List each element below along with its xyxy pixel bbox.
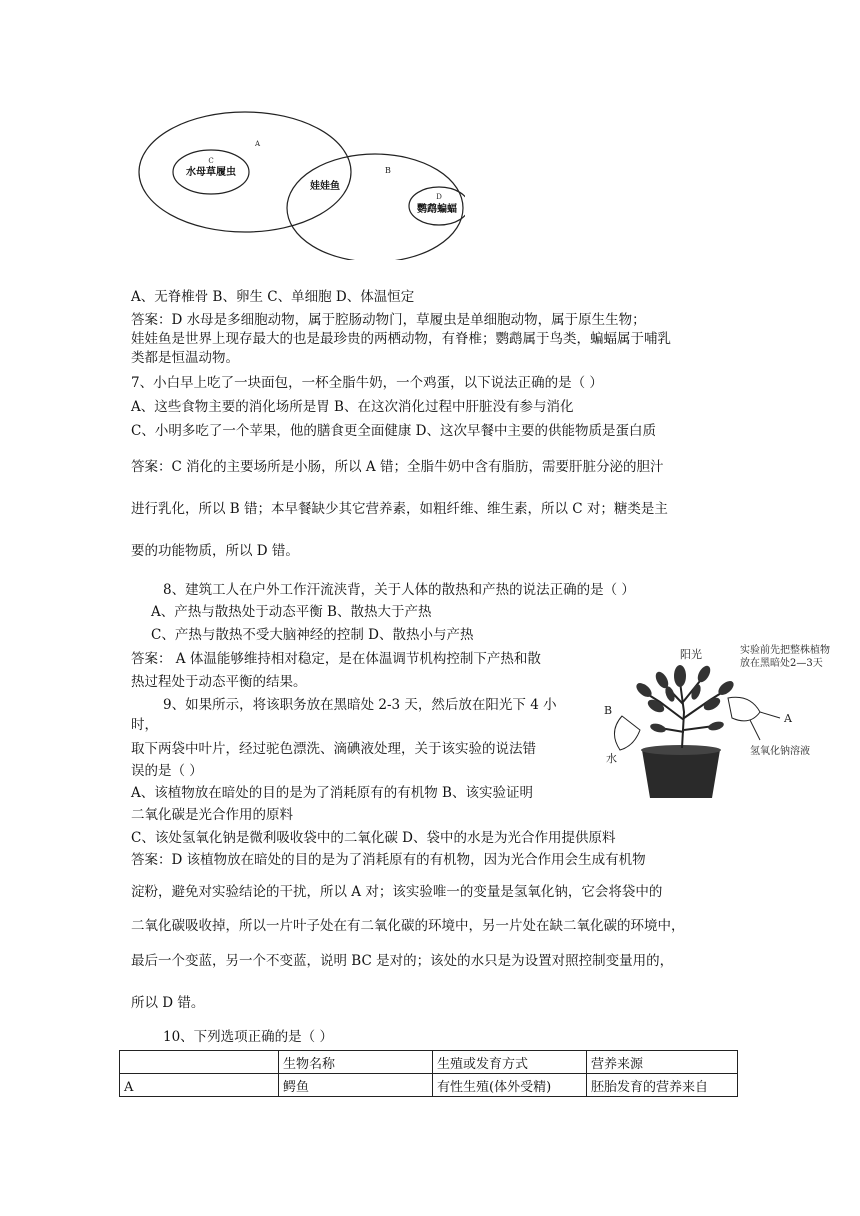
bag-a	[728, 697, 760, 721]
plant-stems	[644, 676, 726, 748]
q8-answer-line-1: 答案： A 体温能够维持相对稳定，是在体温调节机构控制下产热和散	[131, 651, 541, 667]
venn-diagram	[135, 100, 465, 260]
table-cell: A	[120, 1074, 279, 1097]
q9-options-ab-line-2: 二氧化碳是光合作用的原料	[131, 807, 293, 823]
pot-rim	[641, 745, 721, 755]
bag-b	[614, 716, 640, 750]
q8-stem: 8、建筑工人在户外工作汗流浃背，关于人体的散热和产热的说法正确的是（ ）	[163, 582, 635, 598]
q8-options-ab: A、产热与散热处于动态平衡 B、散热大于产热	[151, 604, 432, 620]
figure-naoh-label: 氢氧化钠溶液	[750, 746, 810, 757]
q9-answer-line-4: 最后一个变蓝，另一个不变蓝，说明 BC 是对的；该处的水只是为设置对照控制变量用的，	[131, 953, 674, 969]
q10-options-table	[119, 1050, 738, 1097]
q7-stem: 7、小白早上吃了一块面包，一杯全脂牛奶，一个鸡蛋，以下说法正确的是（ ）	[131, 375, 603, 391]
q7-answer-line-2: 进行乳化，所以 B 错；本早餐缺少其它营养素，如粗纤维、维生素，所以 C 对；糖类是主	[131, 501, 668, 517]
table-header-row	[120, 1051, 738, 1074]
q9-answer-line-3: 二氧化碳吸收掉，所以一片叶子处在有二氧化碳的环境中，另一片处在缺二氧化碳的环境中，	[131, 918, 685, 934]
q9-options-ab-line-1: A、该植物放在暗处的目的是为了消耗原有的有机物 B、该实验证明	[131, 785, 533, 801]
q6-answer-line-3: 类都是恒温动物。	[131, 350, 239, 366]
q7-options-ab: A、这些食物主要的消化场所是胃 B、在这次消化过程中肝脏没有参与消化	[131, 399, 574, 415]
q9-stem-line-4: 误的是（ ）	[131, 763, 203, 779]
table-cell: 鳄鱼	[279, 1074, 433, 1097]
q9-answer-line-2: 淀粉，避免对实验结论的干扰，所以 A 对；该实验唯一的变量是氢氧化钠，它会将袋中的	[131, 884, 663, 900]
pointer-naoh	[750, 720, 760, 740]
venn-label-a: A	[255, 140, 261, 148]
venn-c-text: 水母草履虫	[186, 167, 236, 178]
venn-overlap-text: 娃娃鱼	[310, 181, 340, 192]
q9-stem-line-2: 时，	[131, 717, 158, 733]
figure-note-line-1: 实验前先把整株植物	[740, 645, 830, 656]
table-header-cell	[120, 1051, 279, 1074]
q9-options-cd: C、该处氢氧化钠是微利吸收袋中的二氧化碳 D、袋中的水是为光合作用提供原料	[131, 830, 616, 846]
q7-options-cd: C、小明多吃了一个苹果，他的膳食更全面健康 D、这次早餐中主要的供能物质是蛋白质	[131, 423, 656, 439]
q9-stem-line-1: 9、如果所示，将该职务放在黑暗处 2-3 天，然后放在阳光下 4 小	[163, 697, 557, 713]
table-cell: 有性生殖(体外受精)	[433, 1074, 587, 1097]
q8-answer-line-2: 热过程处于动态平衡的结果。	[131, 674, 307, 690]
q9-answer-line-1: 答案：D 该植物放在暗处的目的是为了消耗原有的有机物，因为光合作用会生成有机物	[131, 852, 646, 868]
flower-pot	[642, 750, 720, 798]
table-header-cell: 生殖或发育方式	[433, 1051, 587, 1074]
figure-note-line-2: 放在黑暗处2—3天	[740, 658, 823, 669]
table-header-cell: 营养来源	[587, 1051, 738, 1074]
q6-answer-line-2: 娃娃鱼是世界上现存最大的也是最珍贵的两栖动物，有脊椎；鹦鹉属于鸟类，蝙蝠属于哺乳	[131, 331, 671, 347]
q9-stem-line-3: 取下两袋中叶片，经过驼色漂洗、滴碘液处理，关于该实验的说法错	[131, 741, 536, 757]
figure-label-a: A	[784, 712, 792, 725]
table-row	[120, 1074, 738, 1097]
venn-label-b: B	[385, 166, 391, 175]
figure-sunlight-label: 阳光	[680, 648, 702, 661]
q7-answer-line-1: 答案：C 消化的主要场所是小肠，所以 A 错；全脂牛奶中含有脂肪，需要肝脏分泌的胆汁	[131, 459, 664, 475]
q7-answer-line-3: 要的功能物质，所以 D 错。	[131, 543, 299, 559]
q6-answer-line-1: 答案：D 水母是多细胞动物，属于腔肠动物门，草履虫是单细胞动物，属于原生生物；	[131, 312, 646, 328]
q6-options: A、无脊椎骨 B、卵生 C、单细胞 D、体温恒定	[131, 289, 415, 305]
q9-answer-line-5: 所以 D 错。	[131, 995, 205, 1011]
set-a-ellipse	[139, 112, 351, 232]
table-cell: 胚胎发育的营养来自	[587, 1074, 738, 1097]
pointer-a	[760, 712, 780, 718]
venn-label-d: D	[436, 193, 442, 201]
figure-label-b: B	[604, 704, 613, 717]
q8-options-cd: C、产热与散热不受大脑神经的控制 D、散热小与产热	[151, 627, 474, 643]
table-header-cell: 生物名称	[279, 1051, 433, 1074]
q10-stem: 10、下列选项正确的是（ ）	[163, 1029, 333, 1045]
venn-d-text: 鹦鹉蝙蝠	[417, 204, 457, 215]
plant-experiment-figure	[600, 642, 850, 804]
figure-water-label: 水	[606, 752, 617, 765]
venn-label-c: C	[208, 157, 214, 165]
